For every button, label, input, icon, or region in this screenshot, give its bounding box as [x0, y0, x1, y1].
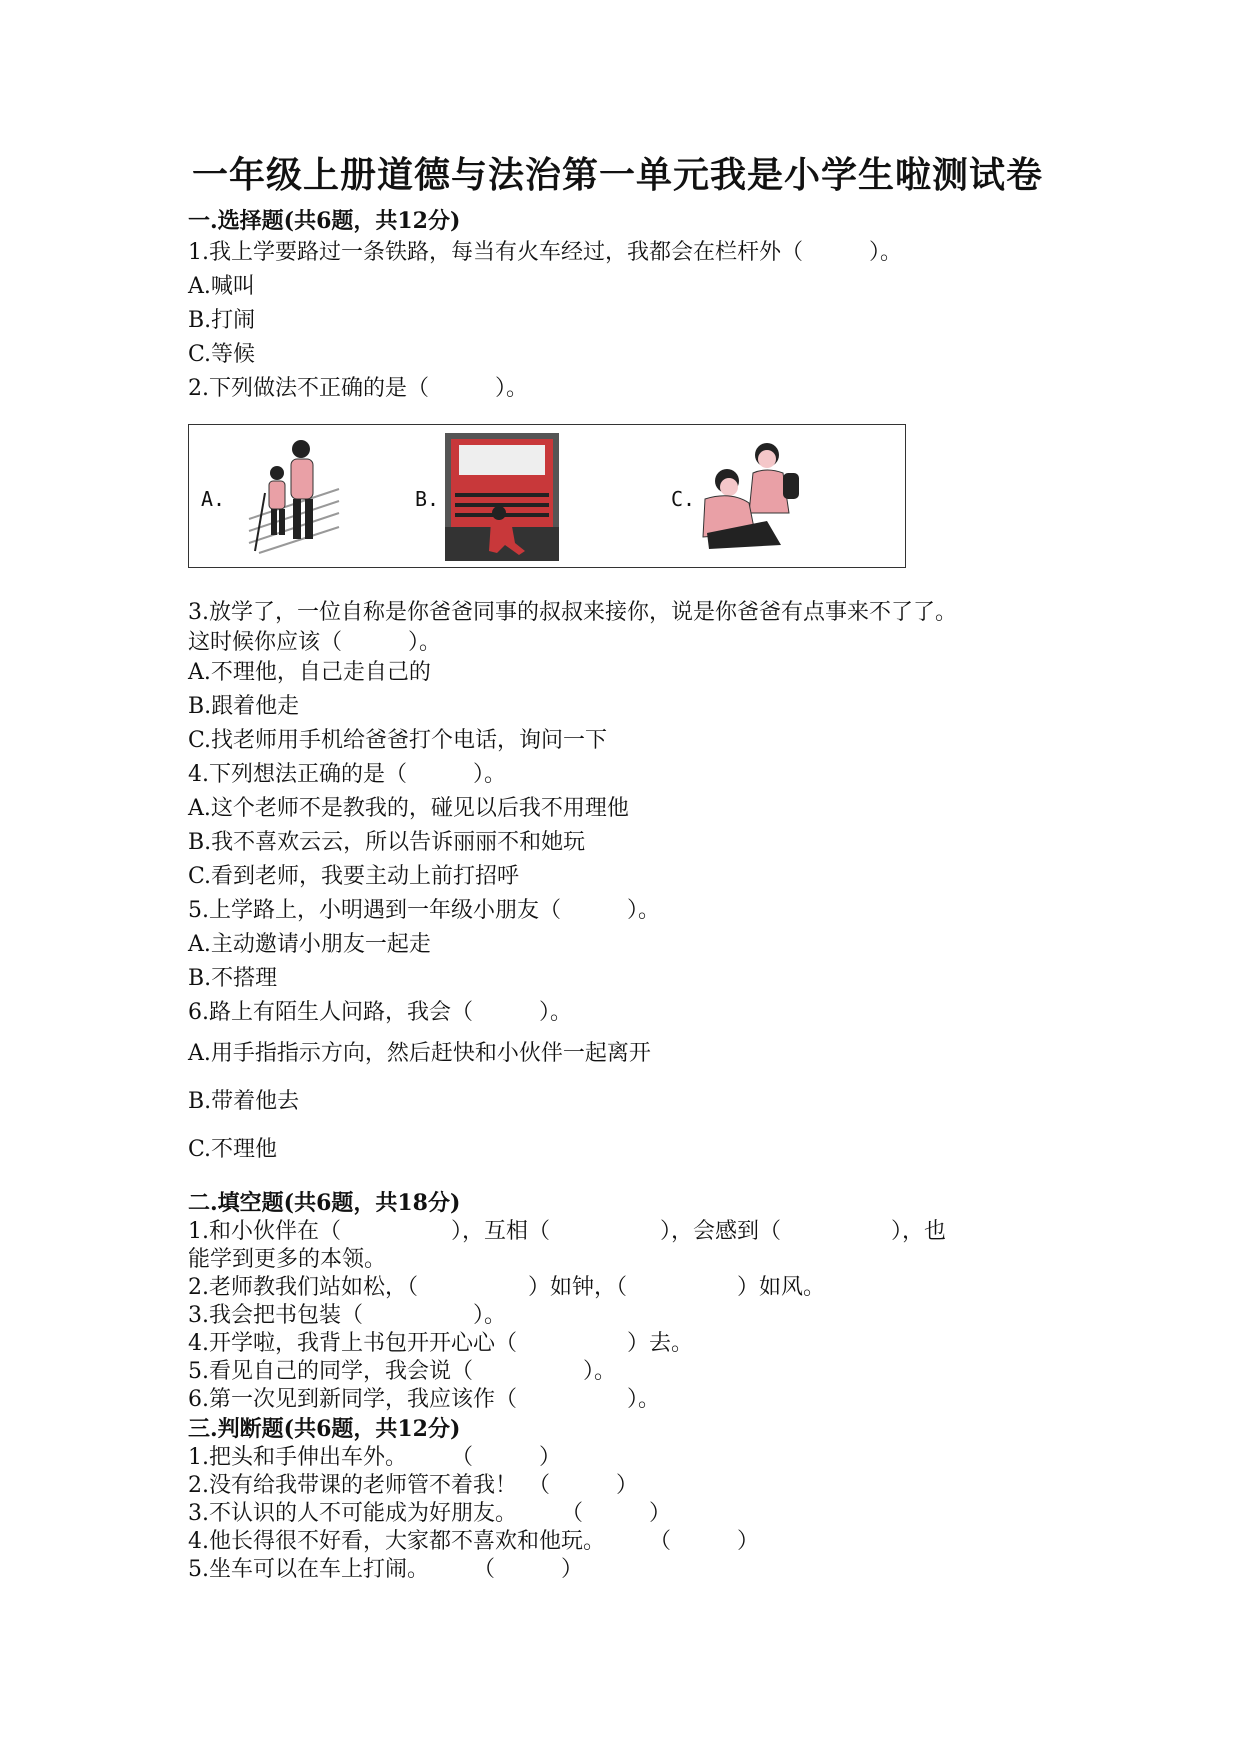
q2-illustration-panel — [188, 424, 906, 568]
truck-illustration — [445, 433, 559, 561]
s2-q5: 5.看见自己的同学，我会说（ ）。 — [188, 1359, 616, 1384]
crossing-road-illustration — [229, 433, 349, 559]
s3-q3: 3.不认识的人不可能成为好朋友。 （ ） — [188, 1501, 671, 1526]
s2-q2: 2.老师教我们站如松，（ ）如钟，（ ）如风。 — [188, 1275, 825, 1300]
s2-q6: 6.第一次见到新同学，我应该作（ ）。 — [188, 1387, 660, 1412]
s1-q6-stem: 6.路上有陌生人问路，我会（ ）。 — [188, 1000, 572, 1025]
s1-q3-option-c: C.找老师用手机给爸爸打个电话，询问一下 — [188, 728, 608, 753]
s1-q2-stem: 2.下列做法不正确的是（ ）。 — [188, 376, 528, 401]
figure-label-b: B. — [415, 487, 440, 511]
s1-q3-stem-line2: 这时候你应该（ ）。 — [188, 630, 442, 655]
s3-q1: 1.把头和手伸出车外。 （ ） — [188, 1445, 561, 1470]
s1-q6-option-c: C.不理他 — [188, 1137, 278, 1162]
s3-q5: 5.坐车可以在车上打闹。 （ ） — [188, 1557, 583, 1582]
s1-q1-stem: 1.我上学要路过一条铁路，每当有火车经过，我都会在栏杆外（ ）。 — [188, 240, 902, 265]
exam-page — [188, 150, 1068, 1584]
s1-q5-option-a: A.主动邀请小朋友一起走 — [188, 932, 431, 957]
figure-label-c: C. — [671, 487, 696, 511]
s1-q4-option-c: C.看到老师，我要主动上前打招呼 — [188, 864, 520, 889]
s1-q6-option-b: B.带着他去 — [188, 1089, 300, 1114]
figure-label-a: A. — [201, 487, 226, 511]
s1-q1-option-c: C.等候 — [188, 342, 256, 367]
s1-q1-option-b: B.打闹 — [188, 308, 256, 333]
s2-q4: 4.开学啦，我背上书包开开心心（ ）去。 — [188, 1331, 693, 1356]
s2-q1-line1: 1.和小伙伴在（ ），互相（ ），会感到（ ），也 — [188, 1219, 946, 1244]
s1-q5-stem: 5.上学路上，小明遇到一年级小朋友（ ）。 — [188, 898, 660, 923]
section-1-heading: 一.选择题(共6题，共12分) — [188, 208, 461, 234]
s1-q6-option-a: A.用手指指示方向，然后赶快和小伙伴一起离开 — [188, 1041, 651, 1066]
s1-q4-option-a: A.这个老师不是教我的，碰见以后我不用理他 — [188, 796, 629, 821]
s1-q3-option-a: A.不理他，自己走自己的 — [188, 660, 431, 685]
page-title: 一年级上册道德与法治第一单元我是小学生啦测试卷 — [192, 154, 1044, 196]
s1-q3-option-b: B.跟着他走 — [188, 694, 300, 719]
helping-classmate-illustration — [697, 433, 807, 553]
section-2-heading: 二.填空题(共6题，共18分) — [188, 1190, 461, 1216]
s3-q2: 2.没有给我带课的老师管不着我！ （ ） — [188, 1473, 638, 1498]
s1-q3-stem-line1: 3.放学了，一位自称是你爸爸同事的叔叔来接你，说是你爸爸有点事来不了了。 — [188, 600, 957, 625]
s2-q3: 3.我会把书包装（ ）。 — [188, 1303, 506, 1328]
s1-q1-option-a: A.喊叫 — [188, 274, 255, 299]
s1-q4-option-b: B.我不喜欢云云，所以告诉丽丽不和她玩 — [188, 830, 586, 855]
s1-q5-option-b: B.不搭理 — [188, 966, 278, 991]
s3-q4: 4.他长得很不好看，大家都不喜欢和他玩。 （ ） — [188, 1529, 759, 1554]
s2-q1-line2: 能学到更多的本领。 — [188, 1247, 387, 1272]
s1-q4-stem: 4.下列想法正确的是（ ）。 — [188, 762, 506, 787]
section-3-heading: 三.判断题(共6题，共12分) — [188, 1416, 461, 1442]
